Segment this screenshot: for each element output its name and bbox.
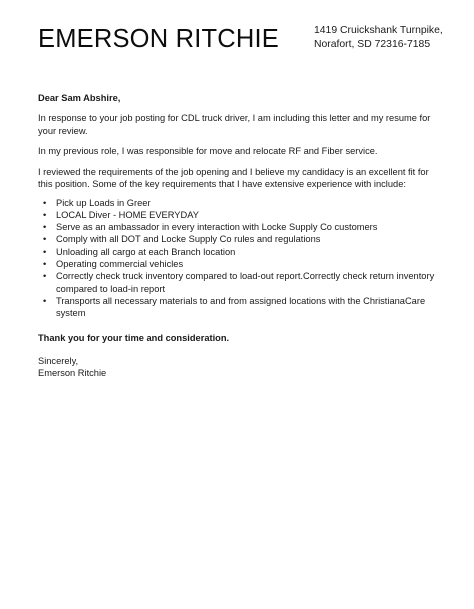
list-item-text: Transports all necessary materials to and from assigned locations with the ChristianaCare system — [56, 295, 426, 319]
address-line-2: Norafort, SD 72316-7185 — [314, 39, 431, 50]
bullet-icon: • — [43, 234, 47, 245]
sender-address — [314, 24, 443, 52]
thanks-line: Thank you for your time and consideration. — [38, 332, 230, 343]
bullet-icon: • — [43, 259, 47, 270]
bullet-icon: • — [43, 295, 47, 306]
list-item — [43, 221, 438, 233]
list-item-text: Operating commercial vehicles — [56, 259, 184, 270]
list-item — [43, 295, 438, 320]
letter-header — [38, 24, 454, 64]
paragraph-previous-role: In my previous role, I was responsible for move and relocate RF and Fiber service. — [38, 146, 378, 157]
list-item-text: Serve as an ambassador in every interaction with Locke Supply Co customers — [56, 222, 378, 233]
salutation: Dear Sam Abshire, — [38, 93, 121, 103]
paragraph-intro: In response to your job posting for CDL truck driver, I am including this letter and my resume for your review. — [38, 113, 431, 136]
signature: Emerson Ritchie — [38, 368, 107, 379]
bullet-icon: • — [43, 271, 47, 282]
list-item — [43, 197, 438, 209]
list-item — [43, 209, 438, 221]
list-item — [43, 246, 438, 258]
list-item-text: LOCAL Diver - HOME EVERYDAY — [56, 209, 199, 220]
address-line-1: 1419 Cruickshank Turnpike, — [314, 25, 443, 36]
bullet-icon: • — [43, 197, 47, 208]
letter-body — [38, 92, 438, 379]
bullet-icon: • — [43, 209, 47, 220]
closing: Sincerely, — [38, 355, 79, 366]
list-item — [43, 258, 438, 270]
list-item-text: Correctly check truck inventory compared to load-out report.Correctly check return inventory compared to load-in report — [56, 271, 435, 294]
bullet-icon: • — [43, 246, 47, 257]
list-item — [43, 233, 438, 245]
paragraph-requirements-intro: I reviewed the requirements of the job opening and I believe my candidacy is an excellent fit for this position. Some of the key requirements that I have extensive experience with include: — [38, 166, 429, 190]
closing-block — [38, 355, 438, 380]
list-item-text: Pick up Loads in Greer — [56, 197, 151, 208]
list-item-text: Comply with all DOT and Locke Supply Co rules and regulations — [56, 234, 321, 245]
bullet-icon: • — [43, 222, 47, 233]
list-item-text: Unloading all cargo at each Branch location — [56, 246, 236, 257]
requirements-list — [38, 197, 438, 320]
sender-name: EMERSON RITCHIE — [38, 25, 280, 53]
list-item — [43, 270, 438, 295]
